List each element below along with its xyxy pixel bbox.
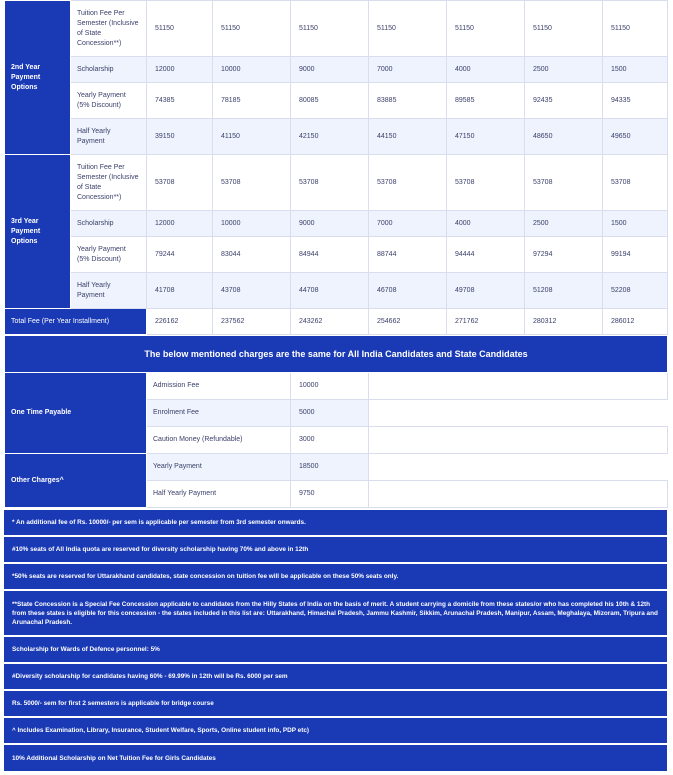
fee-row-label: Scholarship: [71, 57, 147, 83]
charge-label: Admission Fee: [147, 373, 291, 400]
fee-value-cell: 4000: [447, 211, 525, 237]
fee-value-cell: 83885: [369, 83, 447, 119]
charge-filler: [369, 454, 668, 481]
fee-value-cell: 12000: [147, 57, 213, 83]
fee-value-cell: 10000: [213, 57, 291, 83]
note-text: * An additional fee of Rs. 10000/- per sem is applicable per semester from 3rd semester onwards.: [4, 509, 667, 536]
fee-value-cell: 51150: [525, 1, 603, 57]
fee-value-cell: 2500: [525, 211, 603, 237]
fee-value-cell: 43708: [213, 273, 291, 309]
fee-value-cell: 80085: [291, 83, 369, 119]
fee-value-cell: 51150: [447, 1, 525, 57]
charge-value: 5000: [291, 400, 369, 427]
fee-row: [5, 83, 668, 119]
fee-value-cell: 94335: [603, 83, 668, 119]
charge-filler: [369, 400, 668, 427]
fee-value-cell: 1500: [603, 211, 668, 237]
charge-filler: [369, 427, 668, 454]
fee-row-label: Yearly Payment (5% Discount): [71, 237, 147, 273]
banner-row: [5, 336, 668, 373]
fee-value-cell: 51208: [525, 273, 603, 309]
fee-value-cell: 92435: [525, 83, 603, 119]
fee-value-cell: 52208: [603, 273, 668, 309]
charge-label: Yearly Payment: [147, 454, 291, 481]
total-value-cell: 226162: [147, 309, 213, 335]
total-row: [5, 309, 668, 335]
fee-value-cell: 39150: [147, 119, 213, 155]
fee-value-cell: 51150: [291, 1, 369, 57]
note-text: #Diversity scholarship for candidates having 60% - 69.99% in 12th will be Rs. 6000 per sem: [4, 663, 667, 690]
total-label: Total Fee (Per Year Installment): [5, 309, 147, 335]
fee-value-cell: 88744: [369, 237, 447, 273]
notes-table: [4, 508, 667, 771]
fee-value-cell: 84944: [291, 237, 369, 273]
fee-value-cell: 53708: [213, 155, 291, 211]
charge-label: Caution Money (Refundable): [147, 427, 291, 454]
fee-row: [5, 1, 668, 57]
one-time-title: One Time Payable: [5, 373, 147, 454]
fee-value-cell: 51150: [369, 1, 447, 57]
total-value-cell: 271762: [447, 309, 525, 335]
charge-filler: [369, 481, 668, 508]
fee-value-cell: 9000: [291, 211, 369, 237]
fee-value-cell: 99194: [603, 237, 668, 273]
fee-value-cell: 53708: [525, 155, 603, 211]
fee-value-cell: 83044: [213, 237, 291, 273]
note-row: [4, 663, 667, 690]
fee-value-cell: 53708: [147, 155, 213, 211]
fee-value-cell: 97294: [525, 237, 603, 273]
fee-value-cell: 2500: [525, 57, 603, 83]
fee-row: [5, 119, 668, 155]
fee-value-cell: 44708: [291, 273, 369, 309]
fee-row-label: Scholarship: [71, 211, 147, 237]
total-value-cell: 243262: [291, 309, 369, 335]
fee-value-cell: 42150: [291, 119, 369, 155]
fee-value-cell: 51150: [213, 1, 291, 57]
fee-row: [5, 211, 668, 237]
note-row: [4, 744, 667, 771]
total-value-cell: 280312: [525, 309, 603, 335]
note-row: [4, 636, 667, 663]
charge-filler: [369, 373, 668, 400]
fee-value-cell: 49650: [603, 119, 668, 155]
fee-row-label: Tuition Fee Per Semester (Inclusive of State Concession**): [71, 1, 147, 57]
fee-value-cell: 12000: [147, 211, 213, 237]
fee-row-label: Half Yearly Payment: [71, 119, 147, 155]
fee-value-cell: 41150: [213, 119, 291, 155]
fee-value-cell: 7000: [369, 211, 447, 237]
charge-value: 18500: [291, 454, 369, 481]
note-row: [4, 536, 667, 563]
note-row: [4, 717, 667, 744]
fee-value-cell: 10000: [213, 211, 291, 237]
year3-section-title: 3rd Year Payment Options: [5, 155, 71, 309]
common-charges-table: [4, 335, 668, 508]
fee-value-cell: 53708: [369, 155, 447, 211]
fee-value-cell: 46708: [369, 273, 447, 309]
fee-row: [5, 237, 668, 273]
fee-value-cell: 79244: [147, 237, 213, 273]
note-text: ^ Includes Examination, Library, Insurance, Student Welfare, Sports, Online student info, PDP etc): [4, 717, 667, 744]
total-value-cell: 254662: [369, 309, 447, 335]
charge-label: Enrolment Fee: [147, 400, 291, 427]
fee-value-cell: 9000: [291, 57, 369, 83]
fee-value-cell: 78185: [213, 83, 291, 119]
fee-value-cell: 49708: [447, 273, 525, 309]
total-value-cell: 237562: [213, 309, 291, 335]
total-value-cell: 286012: [603, 309, 668, 335]
charge-label: Half Yearly Payment: [147, 481, 291, 508]
note-row: [4, 590, 667, 636]
note-text: **State Concession is a Special Fee Concession applicable to candidates from the Hilly States of India on the basis of merit. A student carrying a domicile from these states/or who has completed his 10th & 12th from these states is eligible for this concession - the states included in this list are: Uttarakhand, Himachal Pradesh, Jammu Kashmir, Sikkim, Arunachal Pradesh, Manipur, Assam, Meghalaya, Mizoram, Tripura and Arunachal Pradesh.: [4, 590, 667, 636]
fee-row: [5, 155, 668, 211]
fee-value-cell: 53708: [291, 155, 369, 211]
fee-value-cell: 7000: [369, 57, 447, 83]
fee-value-cell: 41708: [147, 273, 213, 309]
fee-row: [5, 273, 668, 309]
note-text: Rs. 5000/- sem for first 2 semesters is applicable for bridge course: [4, 690, 667, 717]
fee-value-cell: 1500: [603, 57, 668, 83]
charge-value: 9750: [291, 481, 369, 508]
charge-row: [5, 373, 668, 400]
note-text: #10% seats of All India quota are reserved for diversity scholarship having 70% and above in 12th: [4, 536, 667, 563]
fee-value-cell: 53708: [603, 155, 668, 211]
common-charges-banner: The below mentioned charges are the same for All India Candidates and State Candidates: [5, 336, 668, 373]
fee-table: [4, 0, 668, 335]
fee-row-label: Tuition Fee Per Semester (Inclusive of State Concession**): [71, 155, 147, 211]
fee-value-cell: 74385: [147, 83, 213, 119]
fee-value-cell: 47150: [447, 119, 525, 155]
charge-row: [5, 454, 668, 481]
note-row: [4, 509, 667, 536]
other-title: Other Charges^: [5, 454, 147, 508]
note-row: [4, 690, 667, 717]
fee-value-cell: 4000: [447, 57, 525, 83]
year2-section-title: 2nd Year Payment Options: [5, 1, 71, 155]
fee-value-cell: 51150: [603, 1, 668, 57]
note-row: [4, 563, 667, 590]
note-text: Scholarship for Wards of Defence personnel: 5%: [4, 636, 667, 663]
note-text: *50% seats are reserved for Uttarakhand candidates, state concession on tuition fee will be applicable on these 50% seats only.: [4, 563, 667, 590]
charge-value: 10000: [291, 373, 369, 400]
note-text: 10% Additional Scholarship on Net Tuition Fee for Girls Candidates: [4, 744, 667, 771]
fee-value-cell: 89585: [447, 83, 525, 119]
fee-row-label: Half Yearly Payment: [71, 273, 147, 309]
fee-value-cell: 44150: [369, 119, 447, 155]
fee-row: [5, 57, 668, 83]
fee-row-label: Yearly Payment (5% Discount): [71, 83, 147, 119]
fee-value-cell: 48650: [525, 119, 603, 155]
charge-value: 3000: [291, 427, 369, 454]
fee-structure: [4, 0, 667, 771]
fee-value-cell: 53708: [447, 155, 525, 211]
fee-value-cell: 51150: [147, 1, 213, 57]
fee-value-cell: 94444: [447, 237, 525, 273]
